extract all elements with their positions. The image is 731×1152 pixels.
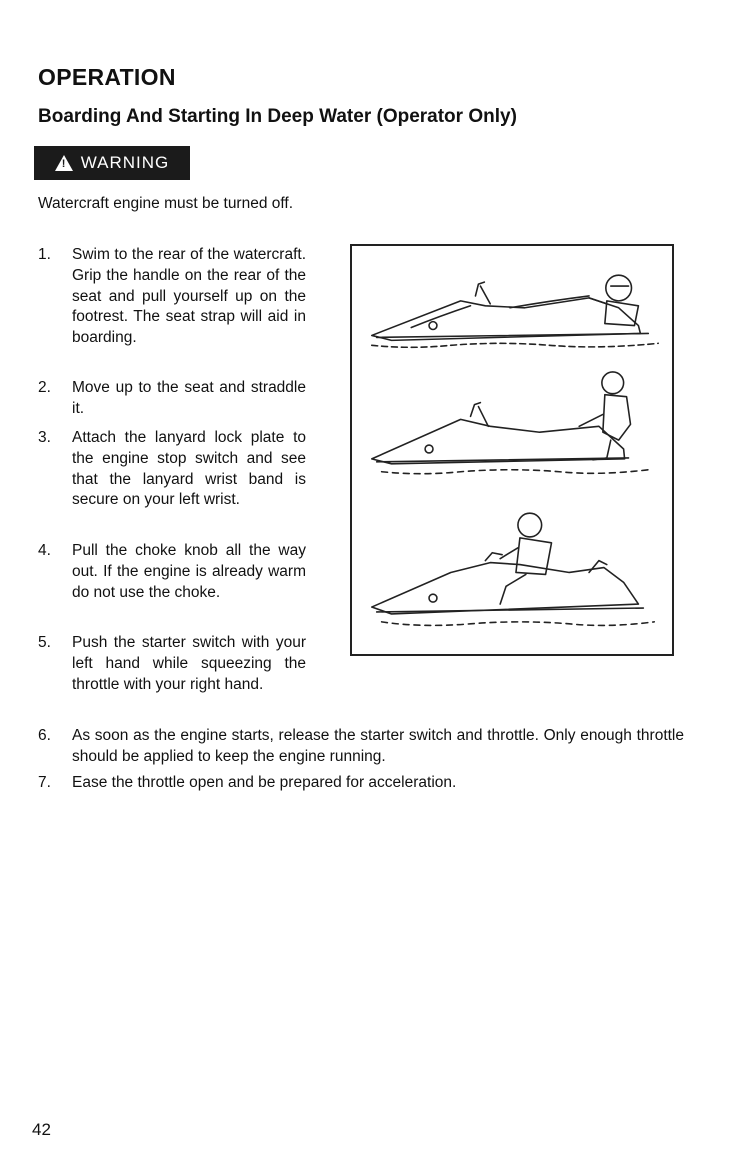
warning-badge: [34, 146, 190, 180]
warning-triangle-icon: !: [55, 155, 73, 171]
step-text: Push the starter switch with your left hand while squeezing the throttle with your right hand.: [72, 634, 306, 693]
step-text: Pull the choke knob all the way out. If the engine is already warm do not use the choke.: [72, 542, 306, 601]
boarding-illustration: [350, 244, 674, 656]
section-title: OPERATION: [38, 64, 176, 90]
step-text: As soon as the engine starts, release the starter switch and throttle. Only enough throttle should be applied to keep the engine running.: [72, 727, 684, 765]
watercraft-panel-2-illustration: [372, 372, 649, 474]
step-text: Ease the throttle open and be prepared for acceleration.: [72, 774, 457, 791]
watercraft-panel-1-illustration: [372, 275, 658, 347]
watercraft-panel-3-illustration: [372, 513, 654, 625]
step-number: 4.: [38, 542, 51, 559]
step-text: Move up to the seat and straddle it.: [72, 379, 306, 417]
step-text: Attach the lanyard lock plate to the engine stop switch and see that the lanyard wrist band is secure on your left wrist.: [72, 429, 306, 509]
step-number: 6.: [38, 727, 51, 744]
warning-label: WARNING: [80, 153, 170, 172]
step-text: Swim to the rear of the watercraft. Grip the handle on the rear of the seat and pull yourself up on the footrest. The seat strap will aid in boarding.: [72, 246, 306, 347]
step-number: 7.: [38, 774, 51, 791]
warning-text: Watercraft engine must be turned off.: [38, 195, 294, 212]
page-subtitle: Boarding And Starting In Deep Water (Operator Only): [38, 106, 517, 127]
step-number: 2.: [38, 379, 51, 396]
page-number: 42: [32, 1120, 51, 1139]
step-number: 3.: [38, 429, 51, 446]
step-number: 1.: [38, 246, 51, 263]
step-number: 5.: [38, 634, 51, 651]
